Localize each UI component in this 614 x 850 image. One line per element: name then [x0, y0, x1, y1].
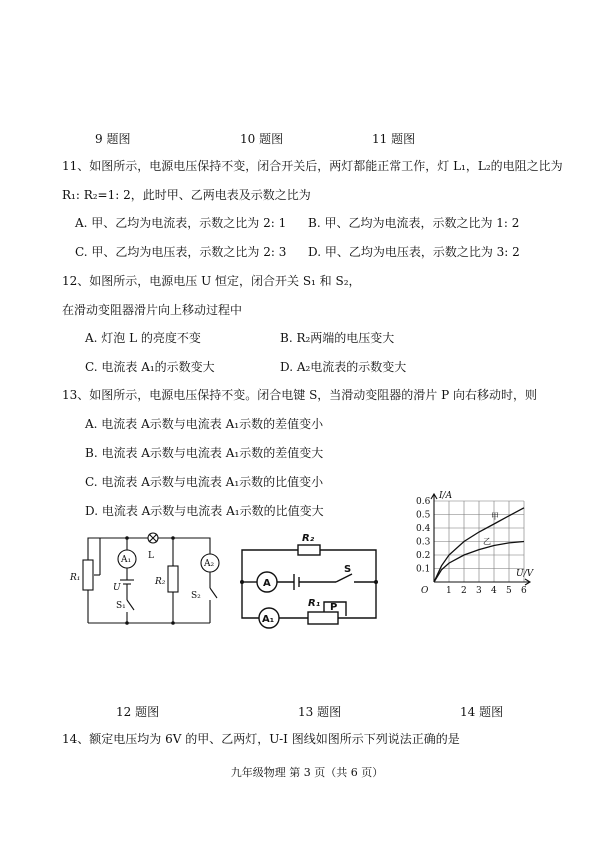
q14-stem: 14、额定电压均为 6V 的甲、乙两灯，U-I 图线如图所示下列说法正确的是 — [62, 732, 460, 746]
fig12-label-s2: S₂ — [191, 591, 201, 601]
caption-fig14: 14 题图 — [460, 705, 504, 719]
fig12-circuit — [60, 528, 235, 628]
fig14-x-tick: 6 — [521, 586, 527, 596]
caption-fig9: 9 题图 — [95, 132, 131, 146]
fig14-origin: O — [421, 586, 429, 596]
q11-option-a: A. 甲、乙均为电流表，示数之比为 2: 1 — [75, 216, 287, 230]
caption-fig11: 11 题图 — [372, 132, 416, 146]
fig12-label-r1: R₁ — [70, 573, 81, 583]
fig14-x-tick: 1 — [446, 586, 452, 596]
q12-option-b: B. R₂两端的电压变大 — [280, 331, 395, 345]
fig14-y-tick: 0.2 — [416, 551, 431, 561]
q12-option-a: A. 灯泡 L 的亮度不变 — [85, 331, 201, 345]
fig14-y-tick: 0.4 — [416, 524, 431, 534]
fig13-circuit — [236, 530, 381, 630]
fig14-y-tick: 0.5 — [416, 510, 431, 521]
fig14-x-tick: 3 — [476, 586, 482, 596]
fig14-x-label: U/V — [516, 569, 534, 579]
fig13-label-a: A — [263, 578, 271, 589]
fig14-x-tick: 4 — [491, 586, 497, 596]
caption-fig10: 10 题图 — [240, 132, 284, 146]
q13-option-b: B. 电流表 A示数与电流表 A₁示数的差值变大 — [85, 446, 324, 460]
fig12-label-r2: R₂ — [155, 577, 166, 587]
q11-stem-line2: R₁: R₂=1: 2，此时甲、乙两电表及示数之比为 — [62, 188, 311, 202]
q11-option-b: B. 甲、乙均为电流表，示数之比为 1: 2 — [308, 216, 520, 230]
fig13-label-p: P — [330, 602, 338, 613]
fig12-label-a2: A₂ — [204, 559, 215, 569]
fig12-label-a1: A₁ — [121, 555, 132, 565]
q11-stem-line1: 11、如图所示，电源电压保持不变，闭合开关后，两灯都能正常工作，灯 L₁，L₂的电阻之比为 — [62, 159, 563, 173]
q11-option-d: D. 甲、乙均为电压表，示数之比为 3: 2 — [308, 245, 520, 259]
q12-option-d: D. A₂电流表的示数变大 — [280, 360, 407, 374]
fig14-y-tick: 0.1 — [416, 564, 431, 575]
fig14-curve-jia-label: 甲 — [491, 512, 499, 521]
q12-stem-line2: 在滑动变阻器滑片向上移动过程中 — [62, 303, 243, 317]
fig14-y-label: I/A — [439, 491, 453, 501]
q13-stem: 13、如图所示，电源电压保持不变。闭合电键 S，当滑动变阻器的滑片 P 向右移动时，则 — [62, 388, 538, 402]
fig14-y-tick: 0.6 — [416, 497, 431, 507]
q12-option-c: C. 电流表 A₁的示数变大 — [85, 360, 215, 374]
fig12-label-s1: S₁ — [116, 601, 126, 611]
fig13-label-r1: R₁ — [308, 598, 321, 609]
fig14-x-tick: 2 — [461, 586, 467, 596]
q12-stem-line1: 12、如图所示，电源电压 U 恒定，闭合开关 S₁ 和 S₂， — [62, 274, 361, 288]
q11-option-c: C. 甲、乙均为电压表，示数之比为 2: 3 — [75, 245, 287, 259]
q13-option-a: A. 电流表 A示数与电流表 A₁示数的差值变小 — [85, 417, 324, 431]
fig12-label-u: U — [113, 583, 121, 593]
fig14-x-tick: 5 — [506, 586, 512, 596]
fig12-label-l: L — [148, 551, 154, 561]
page-footer: 九年级物理 第 3 页（共 6 页） — [230, 766, 384, 779]
caption-fig12: 12 题图 — [116, 705, 160, 719]
fig13-label-r2: R₂ — [302, 533, 315, 544]
fig13-label-a1: A₁ — [262, 614, 275, 625]
q13-option-c: C. 电流表 A示数与电流表 A₁示数的比值变小 — [85, 475, 324, 489]
fig14-y-tick: 0.3 — [416, 537, 431, 548]
fig14-curve-yi-label: 乙 — [483, 537, 491, 546]
fig14-ui-graph — [406, 490, 536, 605]
caption-fig13: 13 题图 — [298, 705, 342, 719]
q13-option-d: D. 电流表 A示数与电流表 A₁示数的比值变大 — [85, 504, 324, 518]
fig13-label-s: S — [344, 564, 352, 575]
